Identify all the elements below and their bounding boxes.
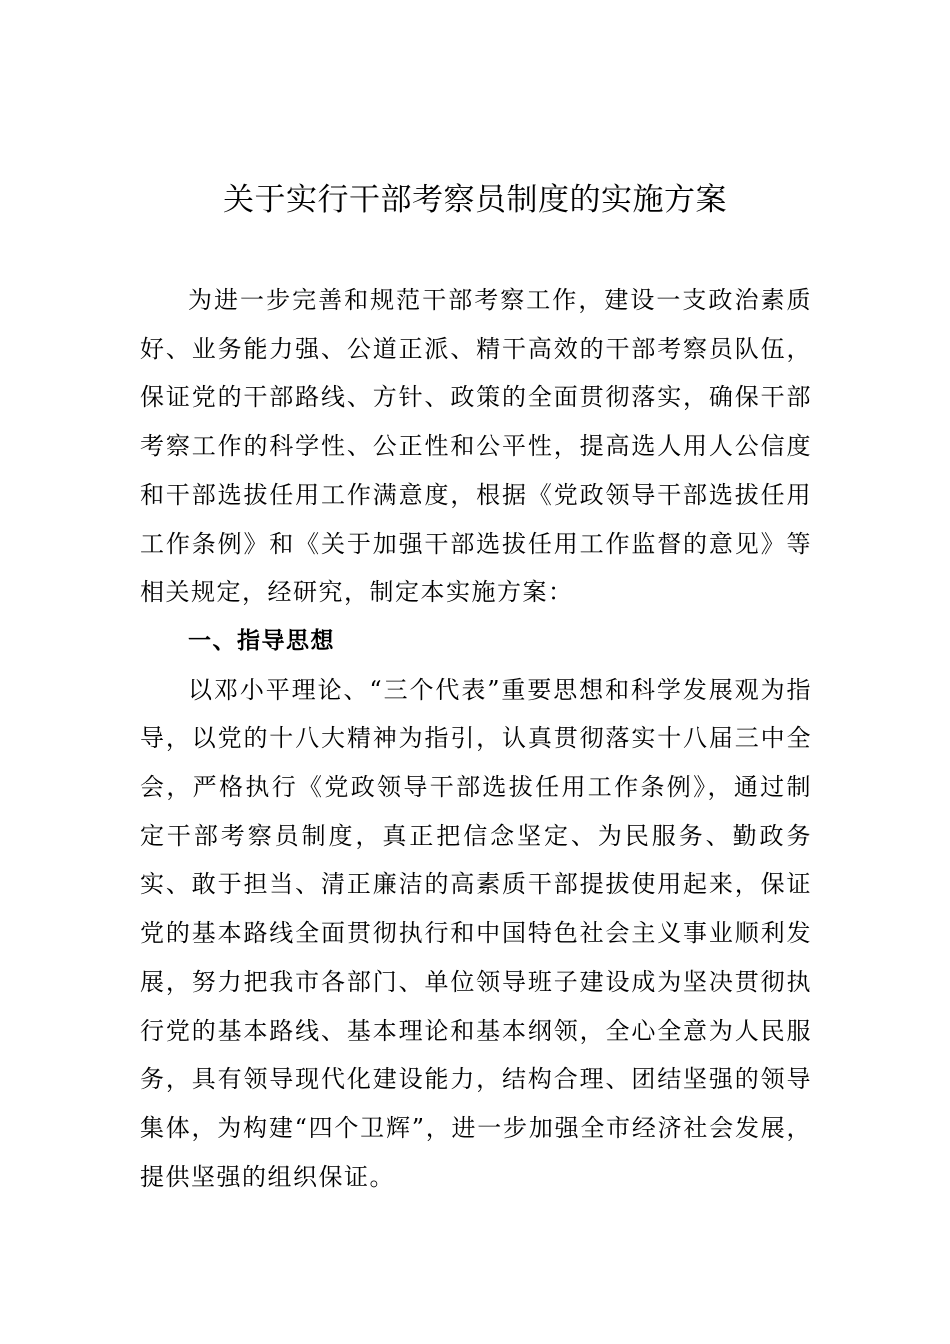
document-body: [140, 276, 812, 1201]
intro-paragraph: 为进一步完善和规范干部考察工作，建设一支政治素质好、业务能力强、公道正派、精干高效的干部考察员队伍，保证党的干部路线、方针、政策的全面贯彻落实，确保干部考察工作的科学性、公正性和公平性，提高选人用人公信度和干部选拔任用工作满意度，根据《党政领导干部选拔任用工作条例》和《关于加强干部选拔任用工作监督的意见》等相关规定，经研究，制定本实施方案：: [140, 286, 812, 607]
section-paragraph-guiding-ideology: 以邓小平理论、“三个代表”重要思想和科学发展观为指导，以党的十八大精神为指引，认真贯彻落实十八届三中全会，严格执行《党政领导干部选拔任用工作条例》，通过制定干部考察员制度，真正把信念坚定、为民服务、勤政务实、敢于担当、清正廉洁的高素质干部提拔使用起来，保证党的基本路线全面贯彻执行和中国特色社会主义事业顺利发展，努力把我市各部门、单位领导班子建设成为坚决贯彻执行党的基本路线、基本理论和基本纲领，全心全意为人民服务，具有领导现代化建设能力，结构合理、团结坚强的领导集体，为构建“四个卫辉”，进一步加强全市经济社会发展，提供坚强的组织保证。: [140, 675, 812, 1191]
section-heading-guiding-ideology: 一、指导思想: [188, 627, 335, 654]
document-title: 关于实行干部考察员制度的实施方案: [223, 182, 727, 218]
